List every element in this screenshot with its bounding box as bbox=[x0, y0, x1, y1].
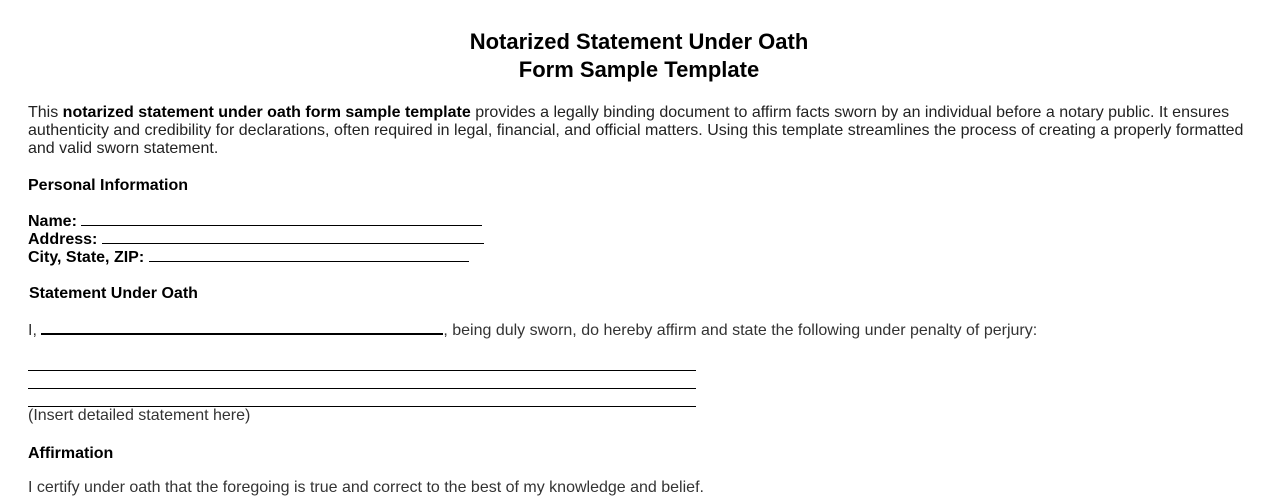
intro-pre: This bbox=[28, 104, 63, 121]
statement-line-1[interactable] bbox=[28, 370, 696, 371]
title-line-1: Notarized Statement Under Oath bbox=[469, 29, 809, 54]
city-state-zip-field[interactable] bbox=[28, 247, 469, 267]
oath-line bbox=[28, 319, 1037, 340]
oath-suffix: , being duly sworn, do hereby affirm and state the following under penalty of perjury: bbox=[443, 322, 1038, 339]
intro-bold: notarized statement under oath form sample template bbox=[62, 104, 471, 121]
address-field[interactable] bbox=[28, 229, 484, 249]
affiant-name-blank[interactable] bbox=[41, 319, 443, 335]
document-title bbox=[0, 28, 1278, 84]
title-line-2: Form Sample Template bbox=[518, 57, 760, 82]
affirmation-text: I certify under oath that the foregoing is true and correct to the best of my knowledge and belief. bbox=[28, 479, 704, 496]
name-blank[interactable] bbox=[81, 211, 482, 226]
statement-heading: Statement Under Oath bbox=[29, 285, 198, 302]
name-field[interactable] bbox=[28, 211, 482, 231]
city-label: City, State, ZIP: bbox=[28, 249, 145, 266]
statement-line-2[interactable] bbox=[28, 388, 696, 389]
affirmation-heading: Affirmation bbox=[28, 445, 114, 462]
city-blank[interactable] bbox=[149, 247, 469, 262]
name-label: Name: bbox=[28, 213, 77, 230]
personal-info-heading: Personal Information bbox=[28, 177, 189, 194]
oath-prefix: I, bbox=[28, 322, 37, 339]
intro-post: provides a legally binding document to affirm facts sworn by an individual before a notary public. It ensures authenticity and credibility for declarations, often required in legal, financial, and official matters. Using this template streamlines the process of creating a properly formatted and valid sworn statement. bbox=[28, 104, 1244, 157]
statement-placeholder: (Insert detailed statement here) bbox=[28, 407, 251, 424]
intro-paragraph bbox=[28, 104, 1258, 158]
address-label: Address: bbox=[28, 231, 98, 248]
address-blank[interactable] bbox=[102, 229, 484, 244]
